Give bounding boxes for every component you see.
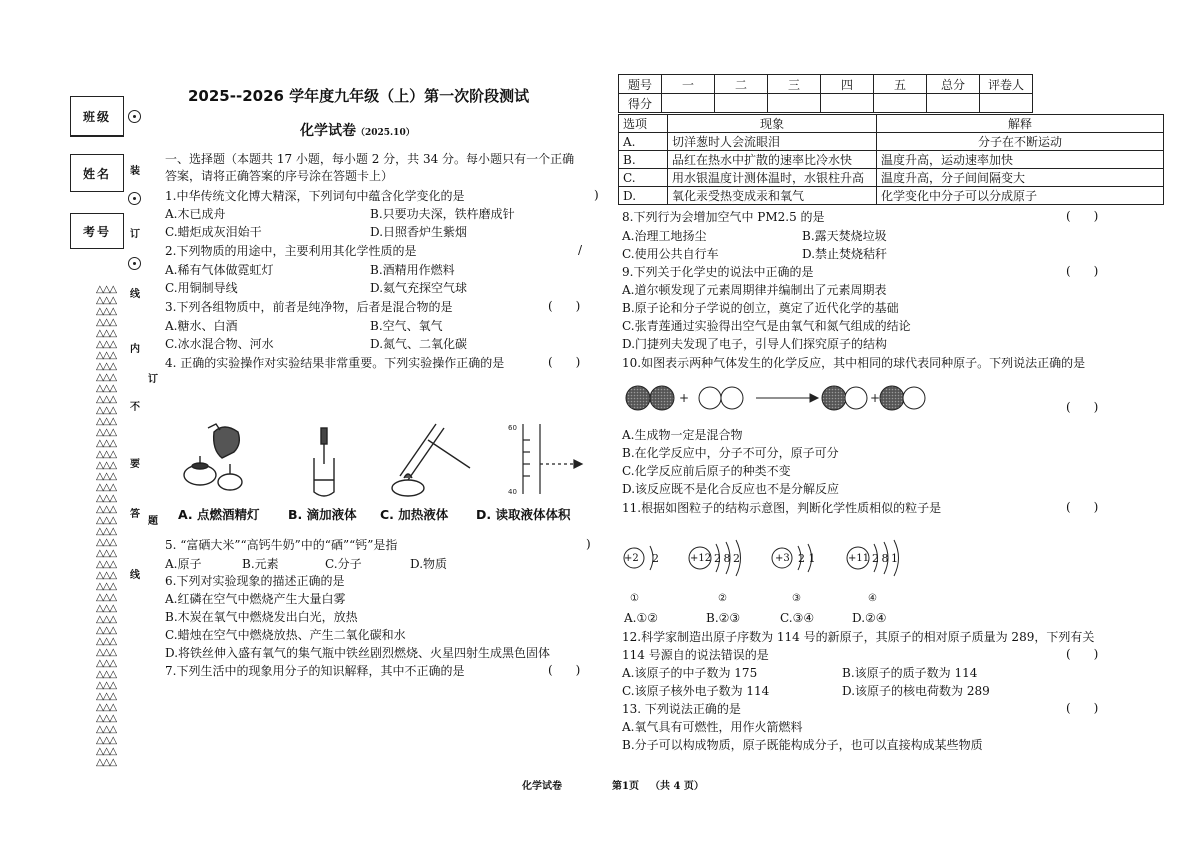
score-cell [821,94,874,113]
exam-title: 2025--2026 学年度九年级（上）第一次阶段测试 [188,87,530,105]
option-8d: D.禁止焚烧秸秆 [802,247,888,261]
name-field: 姓名 [82,166,111,181]
phen-option: C. [619,169,668,187]
phen-explanation: 化学变化中分子可以分成原子 [877,187,1164,205]
option-11a: A.①② [624,611,658,625]
binding-char: 线 [130,289,140,300]
option-1a: A.木已成舟 [165,207,226,221]
footer-page: 第1页 [612,781,639,792]
phen-phenomenon: 氧化汞受热变成汞和氧气 [668,187,877,205]
question-9: 9.下列关于化学史的说法中正确的是 [622,265,814,279]
option-12d: D.该原子的核电荷数为 289 [842,684,990,698]
nucleus-2: +12 [690,553,712,564]
score-header: 三 [768,75,821,94]
name-box [70,154,124,192]
option-12c: C.该原子核外电子数为 114 [622,684,770,698]
phen-phenomenon: 切洋葱时人会流眼泪 [668,133,877,151]
dropper-icon [314,428,334,496]
phen-header: 解释 [877,115,1164,133]
reaction-diagram [624,382,934,416]
phenomena-table [618,114,1164,205]
question-7: 7.下列生活中的现象用分子的知识解释，其中不正确的是 [165,664,465,678]
question-8: 8.下列行为会增加空气中 PM2.5 的是 [622,210,825,224]
atom-label-3: ③ [792,593,801,604]
option-11c: C.③④ [780,611,815,625]
footer-total: （共 4 页） [650,781,704,792]
score-table [618,74,1033,113]
option-6d: D.将铁丝伸入盛有氧气的集气瓶中铁丝剧烈燃烧、火星四射生成黑色固体 [165,646,551,660]
atom-label-4: ④ [868,593,877,604]
answer-paren: ( ) [548,299,581,313]
student-info-box [70,96,124,137]
option-3d: D.氮气、二氧化碳 [370,337,468,351]
option-5b: B.元素 [242,557,279,571]
phen-phenomenon: 用水银温度计测体温时，水银柱升高 [668,169,877,187]
question-12-cont: 114 号源自的说法错误的是 [622,648,769,662]
option-12b: B.该原子的质子数为 114 [842,666,978,680]
phen-explanation: 分子在不断运动 [877,133,1164,151]
option-3c: C.冰水混合物、河水 [165,337,274,351]
phen-header: 现象 [668,115,877,133]
question-12: 12.科学家制造出原子序数为 114 号的新原子，其原子的相对原子质量为 289，下列有关 [622,630,1095,644]
option-1d: D.日照香炉生紫烟 [370,225,468,239]
option-9b: B.原子论和分子学说的创立，奠定了近代化学的基础 [622,301,899,315]
answer-paren: / [578,243,583,257]
score-header: 五 [874,75,927,94]
section-heading-2: 答案，请将正确答案的序号涂在答题卡上） [165,169,394,183]
option-6a: A.红磷在空气中燃烧产生大量白雾 [165,592,346,606]
option-6b: B.木炭在氧气中燃烧发出白光，放热 [165,610,358,624]
score-header: 总分 [927,75,980,94]
question-6: 6.下列对实验现象的描述正确的是 [165,574,345,588]
option-8a: A.治理工地扬尘 [622,229,707,243]
graduated-cylinder-icon [508,424,582,496]
phen-option: A. [619,133,668,151]
binding-hole-icon [128,110,141,123]
score-header: 四 [821,75,874,94]
atom-label-1: ① [630,593,639,604]
option-10c: C.化学反应前后原子的种类不变 [622,464,791,478]
option-8b: B.露天焚烧垃圾 [802,229,887,243]
binding-char: 线 [130,570,140,581]
score-cell [715,94,768,113]
nucleus-1: +2 [624,553,639,564]
nucleus-3: +3 [775,553,790,564]
option-11d: D.②④ [852,611,887,625]
score-header: 题号 [619,75,662,94]
answer-paren: ( ) [1066,647,1099,661]
shells-3: 2 1 [798,552,816,565]
option-2c: C.用铜制导线 [165,281,238,295]
option-9c: C.张青莲通过实验得出空气是由氧气和氮气组成的结论 [622,319,911,333]
product-molecule-icon [822,386,867,410]
option-2b: B.酒精用作燃料 [370,263,455,277]
binding-char: 订 [130,229,140,240]
binding-hole-icon [128,192,141,205]
phen-phenomenon: 品红在热水中扩散的速率比冷水快 [668,151,877,169]
alcohol-lamp-icon [184,424,242,490]
phen-option: B. [619,151,668,169]
binding-char: 装 [130,166,140,177]
option-12a: A.该原子的中子数为 175 [622,666,758,680]
binding-char: 不 [130,402,140,413]
phen-explanation: 温度升高，运动速率加快 [877,151,1164,169]
binding-char: 要 [130,459,140,470]
option-2a: A.稀有气体做霓虹灯 [165,263,274,277]
question-5: 5. “富硒大米”“高钙牛奶”中的“硒”“钙”是指 [165,538,398,552]
binding-char: 题 [148,516,158,527]
phen-option: D. [619,187,668,205]
figure-label-a: A. 点燃酒精灯 [178,507,260,522]
question-1: 1.中华传统文化博大精深，下列词句中蕴含化学变化的是 [165,189,465,203]
phen-header: 选项 [619,115,668,133]
binding-char: 内 [130,344,140,355]
option-9d: D.门捷列夫发现了电子，引导人们探究原子的结构 [622,337,888,351]
dark-molecule-icon [626,386,674,410]
question-4: 4. 正确的实验操作对实验结果非常重要。下列实验操作正确的是 [165,356,505,370]
shells-1: 2 [652,552,659,565]
option-1b: B.只要功夫深，铁杵磨成针 [370,207,515,221]
svg-text:60: 60 [508,424,517,432]
option-5d: D.物质 [410,557,448,571]
svg-text:40: 40 [508,488,517,496]
exam-number-box [70,213,124,249]
section-heading: 一、选择题（本题共 17 小题，每小题 2 分，共 34 分。每小题只有一个正确 [165,152,575,166]
binding-char: 答 [130,509,140,520]
binding-hole-icon [128,257,141,270]
score-cell [874,94,927,113]
light-molecule-icon [699,387,743,409]
answer-paren: ( ) [548,355,581,369]
score-header: 二 [715,75,768,94]
score-cell [768,94,821,113]
option-10b: B.在化学反应中，分子不可分，原子可分 [622,446,839,460]
nucleus-4: +11 [848,553,870,564]
exam-number-field: 考号 [82,224,111,239]
score-header: 评卷人 [980,75,1033,94]
arrow-icon [756,394,818,402]
answer-paren: ( ) [1066,209,1099,223]
class-field: 班级 [71,97,123,136]
question-11: 11.根据如图粒子的结构示意图，判断化学性质相似的粒子是 [622,501,942,515]
product-molecule-icon [880,386,925,410]
option-10a: A.生成物一定是混合物 [622,428,743,442]
question-2: 2.下列物质的用途中，主要利用其化学性质的是 [165,244,417,258]
option-13a: A.氧气具有可燃性，用作火箭燃料 [622,720,803,734]
atom-label-2: ② [718,593,727,604]
plus-icon: + [870,391,881,405]
option-3a: A.糖水、白酒 [165,319,238,333]
answer-paren: ( ) [1066,400,1099,414]
option-5a: A.原子 [165,557,202,571]
option-3b: B.空气、氧气 [370,319,443,333]
option-6c: C.蜡烛在空气中燃烧放热、产生二氧化碳和水 [165,628,406,642]
exam-date: （2025.10） [356,128,415,138]
subject-name: 化学试卷 [300,123,356,139]
option-1c: C.蜡炬成灰泪始干 [165,225,262,239]
score-cell [662,94,715,113]
plus-icon: + [679,391,690,405]
question-13: 13. 下列说法正确的是 [622,702,741,716]
footer-subject: 化学试卷 [522,781,562,792]
subject-title [300,123,415,142]
answer-paren: ( ) [1066,500,1099,514]
answer-paren: ) [594,188,599,202]
option-10d: D.该反应既不是化合反应也不是分解反应 [622,482,840,496]
question-10: 10.如图表示两种气体发生的化学反应，其中相同的球代表同种原子。下列说法正确的是 [622,356,1086,370]
shells-4: 2 8 1 [872,552,898,565]
score-row-label: 得分 [619,94,662,113]
answer-paren: ( ) [1066,701,1099,715]
answer-paren: ) [586,537,591,551]
triangle-border-icon: △△△ △△△ △△△ △△△ △△△ △△△ △△△ △△△ △△△ △△△ △△△ △△△ △△△ △△△ △△△ △△△ △△△ △△△ △△△ △△△ △△△ △△△ △△△ △△△ △△△ △△△ △△△ △△△ △△△ △△△ △△△ △△△ △△△ △△△ △△△ △△△ △△△ △△△ △△△ △△△ △△△ △△△ △△△ △△△ [96,284,117,768]
question-3: 3.下列各组物质中，前者是纯净物，后者是混合物的是 [165,300,453,314]
figure-label-b: B. 滴加液体 [288,507,357,522]
figure-label-c: C. 加热液体 [380,507,449,522]
answer-paren: ( ) [548,663,581,677]
option-8c: C.使用公共自行车 [622,247,719,261]
option-9a: A.道尔顿发现了元素周期律并编制出了元素周期表 [622,283,887,297]
option-13b: B.分子可以构成物质，原子既能构成分子，也可以直接构成某些物质 [622,738,983,752]
score-header: 一 [662,75,715,94]
phen-explanation: 温度升高，分子间间隔变大 [877,169,1164,187]
answer-paren: ( ) [1066,264,1099,278]
lab-operations-figure [178,420,598,502]
figure-label-d: D. 读取液体体积 [476,507,571,522]
heating-test-tube-icon [392,424,470,496]
option-11b: B.②③ [706,611,741,625]
score-cell [980,94,1033,113]
binding-char: 订 [148,374,158,385]
score-cell [927,94,980,113]
shells-2: 2 8 2 [714,552,740,565]
option-5c: C.分子 [325,557,362,571]
option-2d: D.氦气充探空气球 [370,281,468,295]
